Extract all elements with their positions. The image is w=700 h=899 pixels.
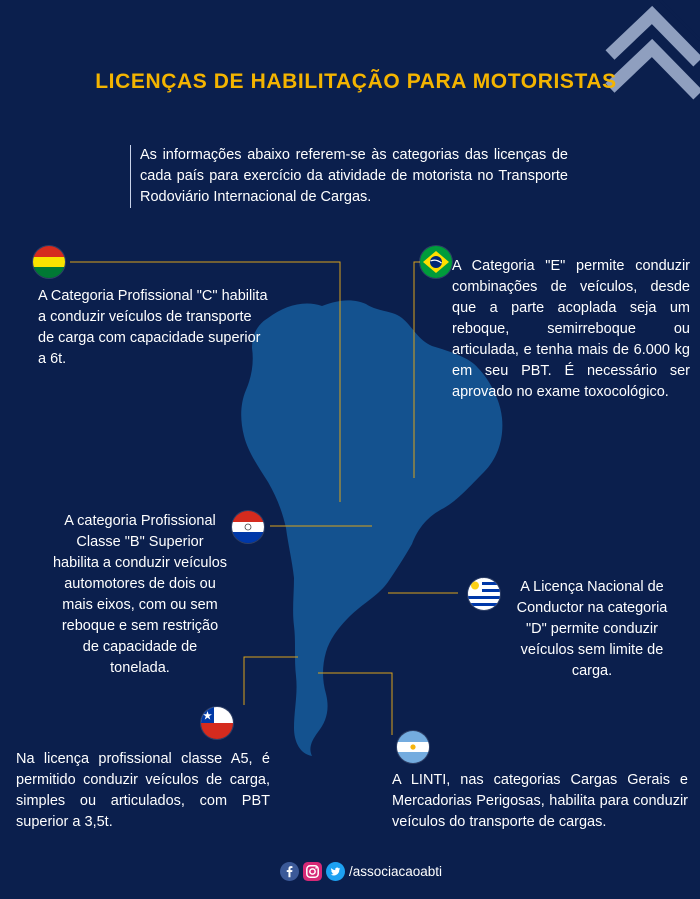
paraguay-flag-icon bbox=[232, 511, 264, 543]
argentina-description: A LINTI, nas categorias Cargas Gerais e Mercadorias Perigosas, habilita para conduzir veículos do transporte de cargas. bbox=[392, 772, 688, 830]
twitter-icon[interactable] bbox=[326, 862, 345, 881]
argentina-flag-icon bbox=[397, 731, 429, 763]
social-handle[interactable]: /associacaoabti bbox=[349, 863, 443, 879]
uruguay-flag-icon bbox=[468, 578, 500, 610]
uruguay-description: A Licença Nacional de Conductor na categoria "D" permite conduzir veículos sem limite de carga. bbox=[516, 579, 668, 679]
facebook-icon[interactable] bbox=[280, 862, 299, 881]
brazil-description: A Categoria "E" permite conduzir combinações de veículos, desde que a parte acoplada seja um reboque, semirreboque ou articulada, e tenha mais de 6.000 kg em seu PBT. É necessário ser aprovado no exame toxocológico. bbox=[452, 258, 690, 400]
instagram-icon[interactable] bbox=[303, 862, 322, 881]
chile-flag-icon bbox=[201, 707, 233, 739]
intro-paragraph: As informações abaixo referem-se às categorias das licenças de cada país para exercício da atividade de motorista no Transporte Rodoviário Internacional de Cargas. bbox=[130, 145, 568, 208]
social-footer bbox=[280, 860, 442, 882]
page-title: LICENÇAS DE HABILITAÇÃO PARA MOTORISTAS bbox=[95, 70, 617, 93]
bolivia-flag-icon bbox=[33, 246, 65, 278]
chile-description: Na licença profissional classe A5, é permitido conduzir veículos de carga, simples ou articulados, com PBT superior a 3,5t. bbox=[16, 751, 270, 830]
brazil-flag-icon bbox=[420, 246, 452, 278]
paraguay-description: A categoria Profissional Classe "B" Superior habilita a conduzir veículos automotores de dois ou mais eixos, com ou sem reboque e sem restrição de capacidade de tonelada. bbox=[52, 513, 228, 676]
bolivia-description: A Categoria Profissional "C" habilita a conduzir veículos de transporte de carga com capacidade superior a 6t. bbox=[38, 288, 268, 367]
